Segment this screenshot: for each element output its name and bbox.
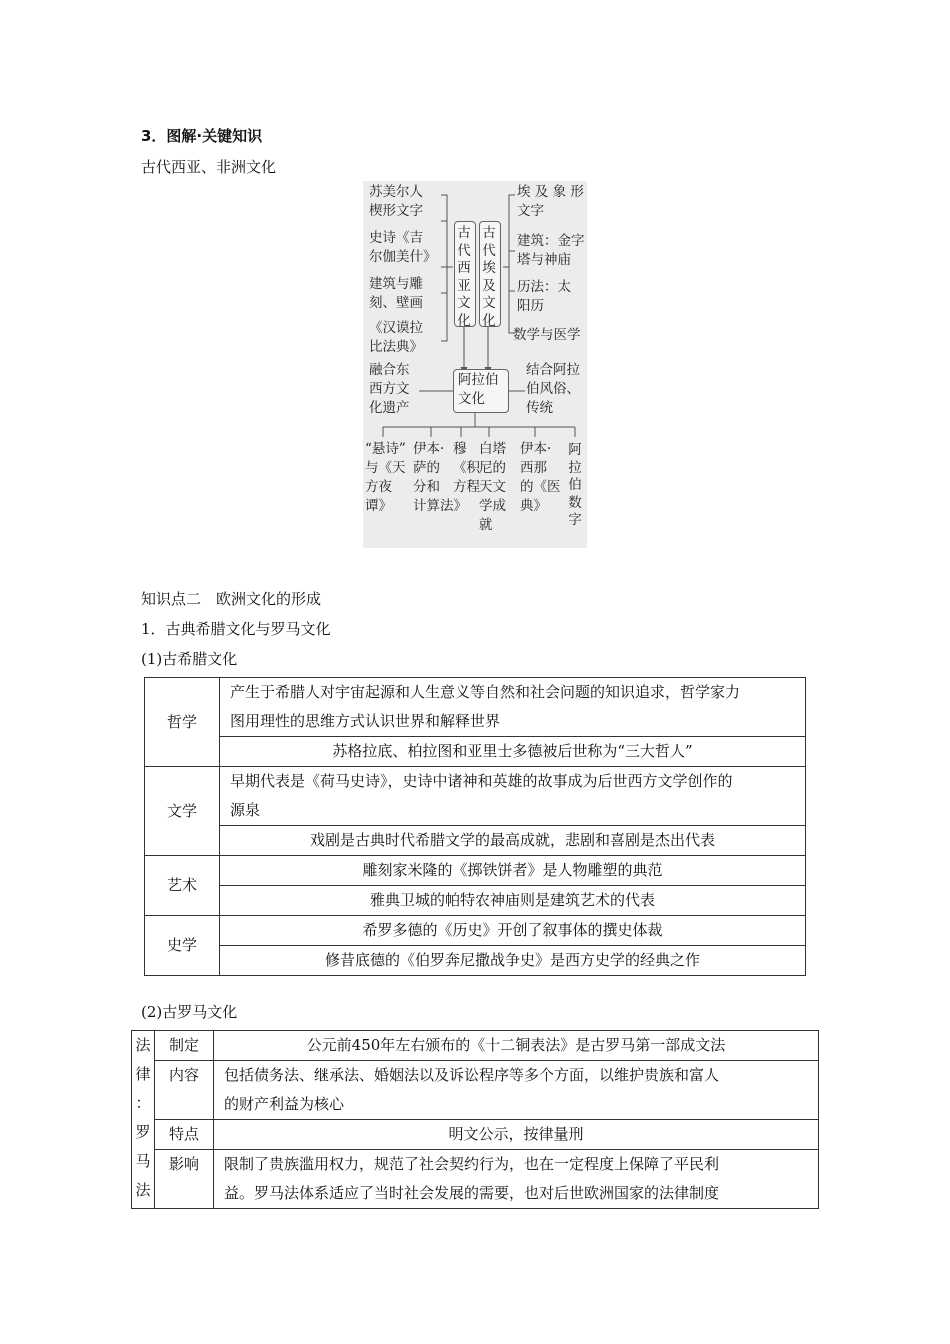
diagram-subtitle: 古代西亚、非洲文化 — [141, 158, 277, 176]
merge-left-text: 融合东 西方文 化遗产 — [369, 362, 410, 416]
left-item-architecture: 建筑与雕 刻、壁画 — [369, 276, 423, 311]
greek-cell: 雕刻家米隆的《掷铁饼者》是人物雕塑的典范 — [220, 856, 806, 886]
right-item-calendar: 历法：太 阳历 — [517, 279, 571, 314]
greek-cell: 修昔底德的《伯罗奔尼撒战争史》是西方史学的经典之作 — [220, 946, 806, 976]
roman-sub-feature: 特点 — [155, 1120, 214, 1150]
knowledge-point-2-title: 知识点二 欧洲文化的形成 — [141, 590, 322, 608]
roman-law-label: 法 律 ： 罗 马 法 — [132, 1031, 155, 1209]
west-asia-culture-label: 古 代 西 亚 文 化 — [457, 225, 471, 329]
right-item-hieroglyph: 埃 及 象 形 文字 — [517, 184, 584, 219]
bottom-item-poems: “悬诗” 与《天 方夜 谭》 — [365, 441, 406, 514]
roman-cell: 限制了贵族滥用权力，规范了社会契约行为，也在一定程度上保障了平民利 益。罗马法体系适应了当时社会发展的需要，也对后世欧洲国家的法律制度 — [214, 1150, 819, 1209]
left-item-cuneiform: 苏美尔人 楔形文字 — [369, 184, 423, 219]
greek-head-literature: 文学 — [145, 767, 220, 856]
roman-cell: 包括债务法、继承法、婚姻法以及诉讼程序等多个方面，以维护贵族和富人 的财产利益为核心 — [214, 1061, 819, 1120]
item-1-title: 1．古典希腊文化与罗马文化 — [141, 620, 331, 638]
section-3-title: 3．图解·关键知识 — [141, 127, 263, 145]
greek-cell: 苏格拉底、柏拉图和亚里士多德被后世称为“三大哲人” — [220, 737, 806, 767]
merge-right-text: 结合阿拉 伯风俗、 传统 — [526, 362, 580, 416]
right-item-math-medicine: 数学与医学 — [513, 327, 581, 343]
greek-head-philosophy: 哲学 — [145, 678, 220, 767]
left-item-hammurabi: 《汉谟拉 比法典》 — [369, 320, 423, 355]
roman-culture-table — [131, 1030, 819, 1209]
right-item-pyramid: 建筑：金字 塔与神庙 — [517, 233, 585, 268]
roman-cell: 公元前450年左右颁布的《十二铜表法》是古罗马第一部成文法 — [214, 1031, 819, 1061]
roman-sub-influence: 影响 — [155, 1150, 214, 1209]
roman-cell: 明文公示，按律量刑 — [214, 1120, 819, 1150]
greek-cell: 产生于希腊人对宇宙起源和人生意义等自然和社会问题的知识追求，哲学家力 图用理性的思维方式认识世界和解释世界 — [220, 678, 806, 737]
bottom-item-ibn-algebra: 伊本· 萨的 分和 计算法》 — [413, 441, 467, 514]
greek-cell: 希罗多德的《历史》开创了叙事体的撰史体裁 — [220, 916, 806, 946]
bottom-item-muhammad: 穆 《积 方程 — [453, 441, 480, 495]
greek-head-history: 史学 — [145, 916, 220, 976]
roman-culture-title: (2)古罗马文化 — [141, 1003, 238, 1021]
bottom-item-avicenna: 伊本· 西那 的《医 典》 — [520, 441, 561, 514]
bottom-item-albattani: 白塔 尼的 天文 学成 就 — [479, 441, 506, 533]
egypt-culture-label: 古 代 埃 及 文 化 — [482, 225, 496, 329]
left-item-gilgamesh: 史诗《吉 尔伽美什》 — [369, 230, 437, 265]
greek-cell: 早期代表是《荷马史诗》，史诗中诸神和英雄的故事成为后世西方文学创作的 源泉 — [220, 767, 806, 826]
culture-diagram — [363, 181, 587, 548]
greek-cell: 戏剧是古典时代希腊文学的最高成就，悲剧和喜剧是杰出代表 — [220, 826, 806, 856]
greek-head-art: 艺术 — [145, 856, 220, 916]
greek-culture-title: (1)古希腊文化 — [141, 650, 238, 668]
greek-cell: 雅典卫城的帕特农神庙则是建筑艺术的代表 — [220, 886, 806, 916]
arab-culture-label: 阿拉伯 文化 — [458, 372, 499, 407]
roman-sub-enactment: 制定 — [155, 1031, 214, 1061]
roman-sub-content: 内容 — [155, 1061, 214, 1120]
greek-culture-table — [144, 677, 806, 976]
bottom-item-arabic-numerals: 阿 拉 伯 数 字 — [568, 442, 582, 528]
